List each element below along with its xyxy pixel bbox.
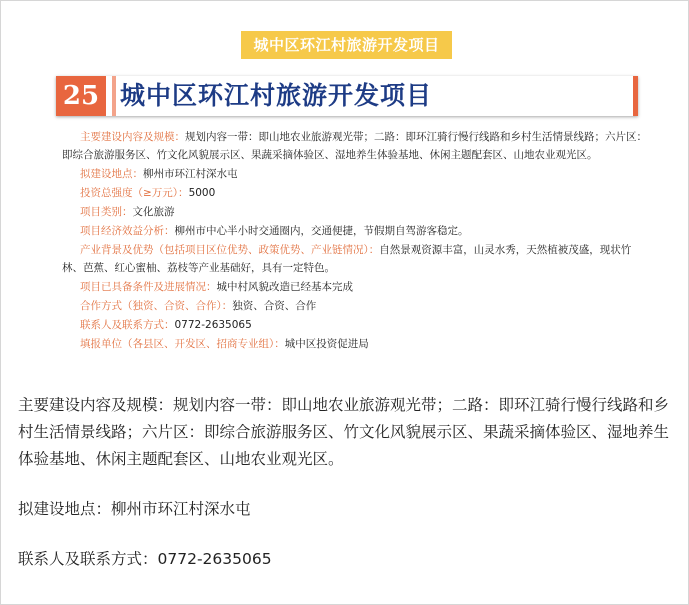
info-value: 城中区投资促进局 <box>284 338 369 350</box>
body-paragraph-scale: 主要建设内容及规模：规划内容一带：即山地农业旅游观光带；二路：即环江骑行慢行线路和乡村生活情景线路；六片区：即综合旅游服务区、竹文化风貌展示区、果蔬采摘体验区、湿地养生体验基地、休闲主题配套区、山地农业观光区。 <box>18 396 670 468</box>
info-row-background <box>62 241 650 277</box>
info-label: 合作方式（独资、合资、合作）： <box>80 300 233 312</box>
info-label: 填报单位（各县区、开发区、招商专业组）： <box>80 338 285 350</box>
project-info-card <box>62 128 650 354</box>
info-label: 产业背景及优势（包括项目区位优势、政策优势、产业链情况）： <box>80 244 380 256</box>
info-value: 城中村风貌改造已经基本完成 <box>216 281 353 293</box>
top-title-tag: 城中区环江村旅游开发项目 <box>241 31 452 59</box>
info-label: 主要建设内容及规模： <box>80 131 185 143</box>
banner-end-bar <box>633 76 638 116</box>
info-value: 0772-2635065 <box>174 319 252 331</box>
info-label: 投资总强度（≥万元）： <box>80 187 189 199</box>
info-label: 拟建设地点： <box>80 168 143 180</box>
project-banner <box>56 76 638 116</box>
info-row-category <box>62 203 650 221</box>
project-number: 25 <box>56 76 106 116</box>
info-value: 文化旅游 <box>132 206 175 218</box>
info-row-cooperation <box>62 297 650 315</box>
info-label: 项目已具备条件及进展情况： <box>80 281 217 293</box>
body-paragraph-contact: 联系人及联系方式：0772-2635065 <box>18 550 272 568</box>
body-paragraph-location: 拟建设地点：柳州市环江村深水屯 <box>18 500 251 518</box>
info-row-location <box>62 165 650 183</box>
info-value: 独资、合资、合作 <box>232 300 317 312</box>
body-text <box>18 392 672 573</box>
project-title: 城中区环江村旅游开发项目 <box>120 81 433 110</box>
info-label: 项目经济效益分析： <box>80 225 175 237</box>
info-value: 柳州市环江村深水屯 <box>143 168 238 180</box>
info-value: 5000 <box>188 187 216 199</box>
info-row-benefit <box>62 222 650 240</box>
info-value: 规划内容一带：即山地农业旅游观光带；二路：即环江骑行慢行线路和乡村生活情景线路；六片区：即综合旅游服务区、竹文化风貌展示区、果蔬采摘体验区、湿地养生体验基地、休闲主题配套区、山地农业观光区。 <box>62 131 647 161</box>
info-row-contact <box>62 316 650 334</box>
info-label: 项目类别： <box>80 206 133 218</box>
info-row-scale <box>62 128 650 164</box>
info-value: 柳州市中心半小时交通圈内，交通便捷，节假期自驾游客稳定。 <box>174 225 469 237</box>
info-row-investment <box>62 184 650 202</box>
info-row-progress <box>62 278 650 296</box>
info-label: 联系人及联系方式： <box>80 319 175 331</box>
info-row-unit <box>62 335 650 353</box>
info-value: 自然景观资源丰富，山灵水秀，天然植被茂盛，现状竹林、芭蕉、红心蜜柚、荔枝等产业基础好，具有一定特色。 <box>62 244 632 274</box>
